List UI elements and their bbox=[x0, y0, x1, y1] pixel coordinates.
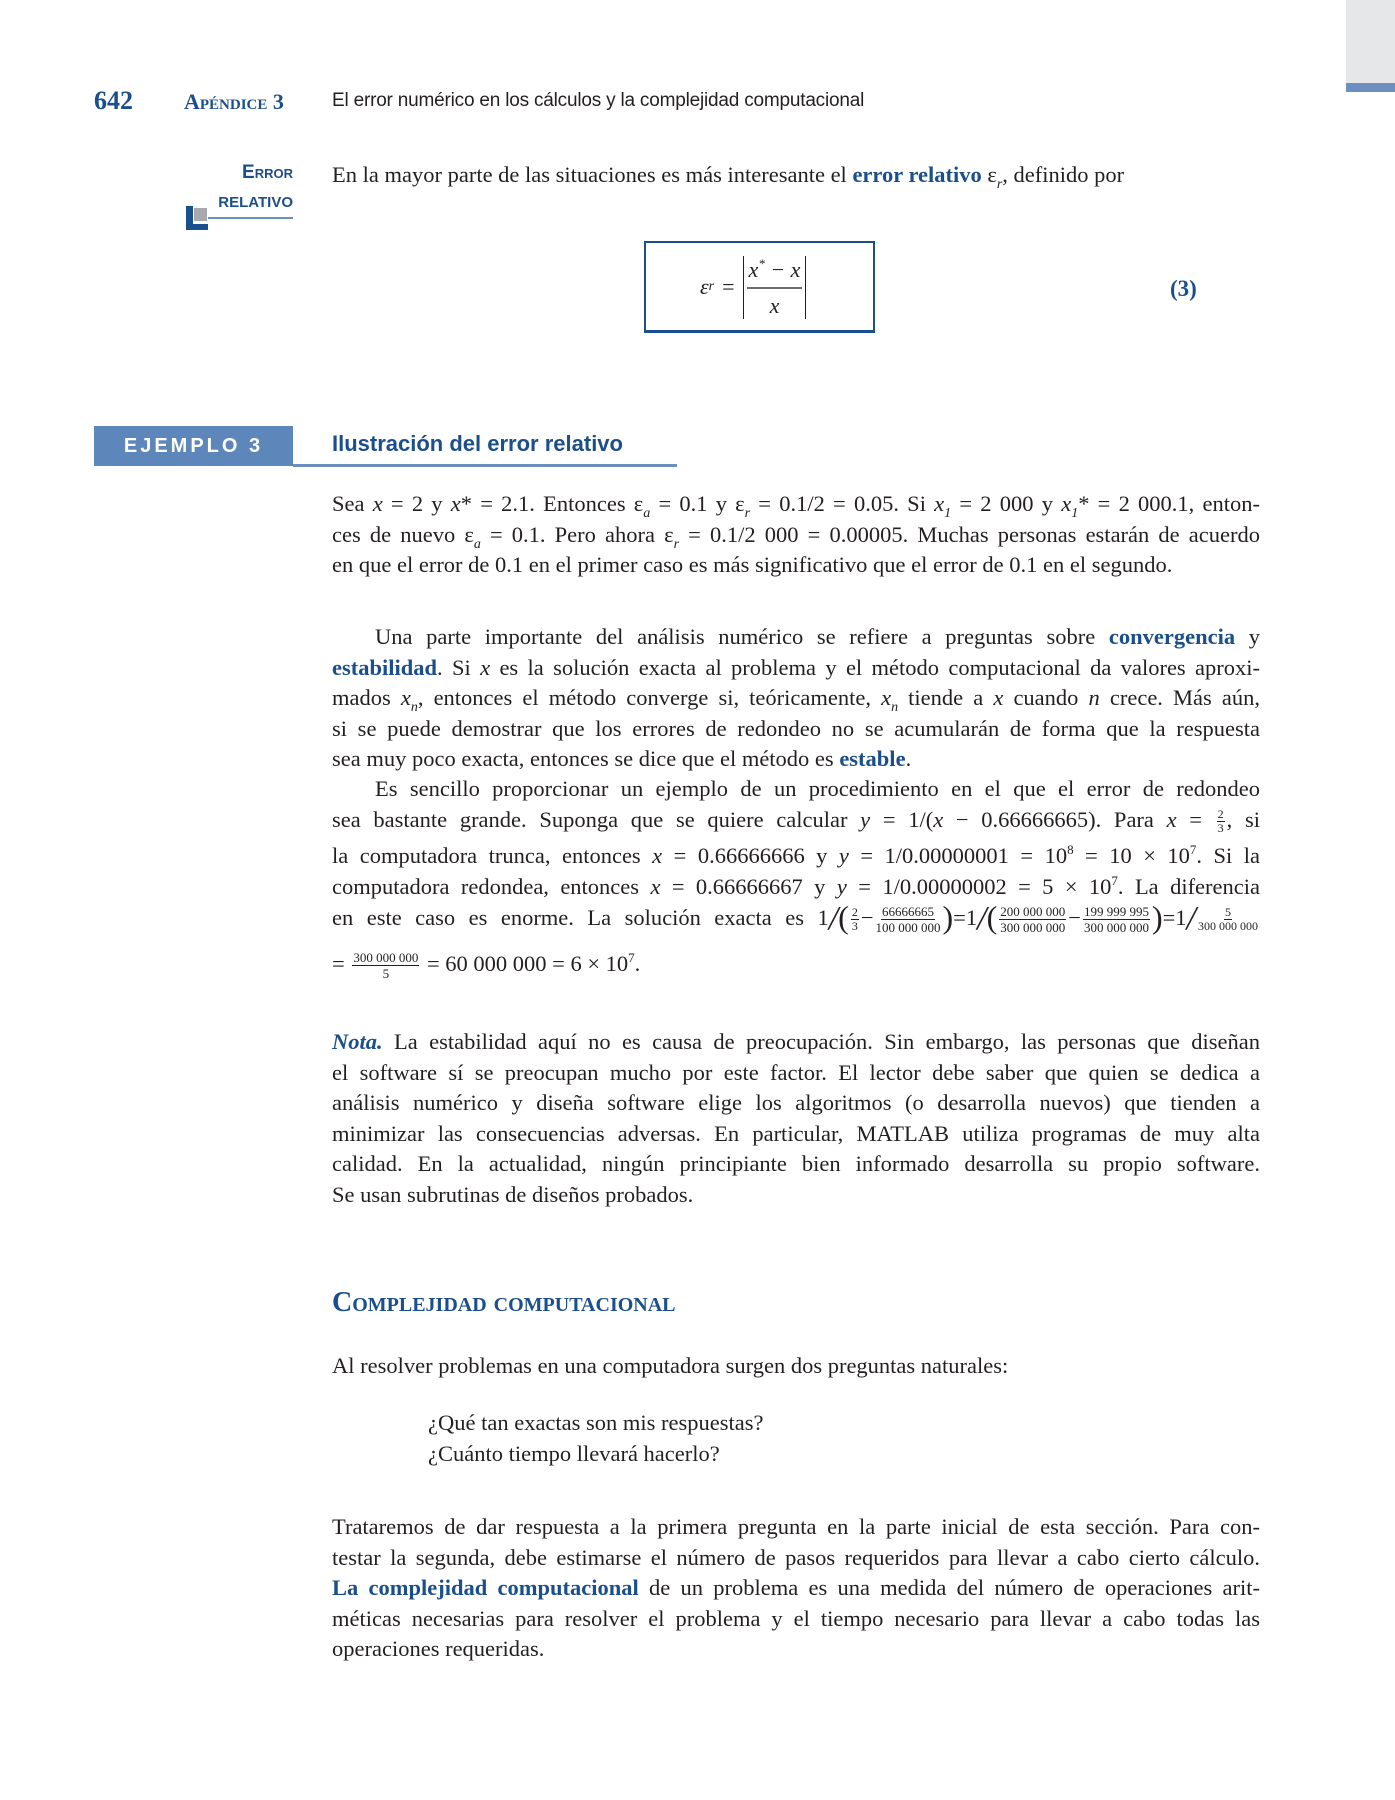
math-variable: x bbox=[934, 491, 945, 516]
superscript: 7 bbox=[628, 950, 635, 965]
convergence-paragraph bbox=[332, 622, 1260, 775]
text-run: Sea bbox=[332, 491, 373, 516]
text-line bbox=[332, 1351, 1260, 1382]
text-run: = 10 × 10 bbox=[1073, 843, 1190, 868]
text-run: de un problema es una medida del número de operaciones arit- bbox=[638, 1575, 1260, 1600]
text-run: sea bastante grande. Suponga que se quiere calcular bbox=[332, 806, 861, 832]
text-run: ε bbox=[981, 162, 997, 187]
text-run: = 60 000 000 = 6 × 10 bbox=[421, 951, 629, 976]
text-run: − bbox=[1068, 905, 1081, 930]
math-variable: x bbox=[993, 685, 1004, 710]
formula-denominator: x bbox=[769, 292, 780, 318]
text-run: = 2 y bbox=[382, 491, 451, 516]
note-paragraph bbox=[332, 1027, 1260, 1210]
text-run: testar la segunda, debe estimarse el número de pasos requeridos para llevar a cabo cierto cálculo. bbox=[332, 1544, 1260, 1570]
big-paren: ) bbox=[1151, 899, 1163, 935]
math-variable: x bbox=[652, 843, 663, 868]
key-term: La complejidad computacional bbox=[332, 1575, 639, 1600]
text-run: , definido por bbox=[1002, 162, 1125, 187]
text-run: = 0.66666666 y bbox=[662, 843, 839, 868]
fraction-numerator: 66666665 bbox=[882, 904, 935, 920]
superscript: 7 bbox=[1111, 872, 1118, 888]
fraction-denominator: 300 000 000 bbox=[1083, 920, 1149, 936]
fraction bbox=[352, 950, 419, 981]
big-paren: ) bbox=[942, 899, 954, 935]
text-line bbox=[332, 683, 1260, 714]
absolute-value bbox=[743, 256, 807, 319]
text-run: , entonces el método converge si, teóricamente, bbox=[417, 685, 882, 710]
text-run: * = 2.1. Entonces ε bbox=[460, 491, 644, 516]
appendix-label: Apéndice 3 bbox=[184, 89, 284, 114]
math-variable: x bbox=[480, 654, 491, 680]
fraction-denominator: 3 bbox=[851, 919, 858, 934]
superscript: 8 bbox=[1067, 842, 1074, 857]
subscript: r bbox=[744, 506, 751, 521]
formula-lhs: ε bbox=[700, 274, 709, 299]
fraction-denominator: 3 bbox=[1217, 820, 1224, 835]
text-run: En la mayor parte de las situaciones es más interesante el bbox=[332, 162, 853, 187]
text-line bbox=[332, 774, 1260, 805]
text-run: Es sencillo proporcionar un ejemplo de un procedimiento en el que el error de redondeo bbox=[375, 776, 1260, 801]
text-run: =1 bbox=[1162, 905, 1187, 930]
subscript: r bbox=[673, 536, 680, 552]
text-line bbox=[332, 622, 1260, 653]
text-line bbox=[332, 653, 1260, 684]
text-run: calidad. En la actualidad, ningún principiante bien informado desarrolla su propio software. bbox=[332, 1151, 1260, 1176]
fraction bbox=[1083, 904, 1150, 935]
margin-note-relativo: RELATIVO bbox=[218, 194, 293, 211]
fraction-numerator: 199 999 995 bbox=[1083, 904, 1149, 920]
formula-lhs-sub: r bbox=[708, 279, 715, 294]
text-line bbox=[332, 805, 1260, 836]
questions-list bbox=[428, 1408, 1356, 1469]
example-paragraph bbox=[332, 489, 1260, 581]
text-run: sea muy poco exacta, entonces se dice que el método es bbox=[332, 746, 840, 771]
fraction-denominator: 300 000 000 bbox=[1198, 919, 1258, 934]
text-run: = bbox=[332, 951, 351, 976]
intro-paragraph bbox=[332, 160, 1260, 191]
superscript: 7 bbox=[1189, 842, 1197, 857]
text-run: = 0.66666667 y bbox=[660, 873, 837, 899]
rounding-paragraph bbox=[332, 774, 1261, 982]
text-line bbox=[332, 835, 1260, 866]
math-variable: x bbox=[650, 873, 661, 899]
text-run: cuando bbox=[1003, 685, 1089, 710]
note-label: Nota. bbox=[332, 1029, 383, 1054]
text-run: Se usan subrutinas de diseños probados. bbox=[332, 1181, 694, 1207]
key-term: convergencia bbox=[1108, 624, 1236, 649]
big-paren: ( bbox=[986, 899, 998, 935]
text-run: tiende a bbox=[898, 685, 994, 710]
text-line bbox=[428, 1408, 1356, 1439]
text-run: =1 bbox=[953, 905, 978, 930]
division-slash: / bbox=[977, 900, 987, 937]
text-line bbox=[332, 520, 1260, 551]
text-line bbox=[332, 1119, 1260, 1150]
text-line bbox=[332, 1027, 1260, 1058]
text-run: mados bbox=[332, 685, 401, 710]
text-run: = 0.1/2 000 = 0.00005. Muchas personas estarán de acuerdo bbox=[679, 521, 1260, 547]
text-run: − 0.66666665). Para bbox=[943, 806, 1167, 832]
text-run: ¿Qué tan exactas son mis respuestas? bbox=[428, 1410, 764, 1435]
margin-square-icon bbox=[194, 208, 207, 221]
fraction-denominator: 5 bbox=[382, 966, 390, 982]
text-line bbox=[332, 714, 1260, 745]
fraction-numerator: 2 bbox=[851, 905, 858, 920]
example-rule bbox=[293, 464, 677, 467]
fraction-denominator: 100 000 000 bbox=[875, 920, 941, 936]
text-run: es la solución exacta al problema y el método computacional da valores aproxi- bbox=[490, 654, 1261, 680]
text-line bbox=[332, 896, 1260, 940]
running-title: El error numérico en los cálculos y la complejidad computacional bbox=[332, 90, 865, 111]
math-variable: y bbox=[836, 873, 847, 899]
text-line bbox=[332, 1604, 1260, 1635]
math-variable: x bbox=[933, 806, 944, 832]
formula-numerator bbox=[747, 256, 803, 289]
subscript: 1 bbox=[1071, 506, 1079, 521]
math-variable: x bbox=[881, 685, 892, 710]
text-run: * = 2 000.1, enton- bbox=[1078, 491, 1260, 516]
fraction-numerator: 5 bbox=[1225, 905, 1231, 920]
text-run: , si bbox=[1226, 806, 1260, 832]
equation-number: (3) bbox=[1170, 276, 1197, 301]
subscript: r bbox=[996, 177, 1003, 192]
text-run: . Si bbox=[437, 654, 481, 680]
text-line bbox=[332, 1088, 1260, 1119]
text-line bbox=[332, 1058, 1260, 1089]
text-run: la computadora trunca, entonces bbox=[332, 843, 653, 868]
text-line bbox=[332, 1543, 1260, 1574]
margin-note-rule bbox=[208, 217, 293, 219]
text-run: en que el error de 0.1 en el primer caso es más significativo que el error de 0.1 en el segundo. bbox=[332, 552, 1173, 577]
fraction-numerator: 2 bbox=[1217, 806, 1224, 821]
text-line bbox=[332, 1512, 1260, 1543]
text-line bbox=[332, 489, 1260, 520]
text-run: Al resolver problemas en una computadora surgen dos preguntas naturales: bbox=[332, 1353, 1009, 1378]
subscript: a bbox=[473, 536, 481, 552]
text-line bbox=[332, 866, 1260, 897]
text-run: ¿Cuánto tiempo llevará hacerlo? bbox=[428, 1440, 720, 1466]
text-run: = 2 000 y bbox=[951, 491, 1062, 516]
text-run: si se puede demostrar que los errores de redondeo no se acumularán de forma que la respuesta bbox=[332, 715, 1260, 741]
key-term: estable bbox=[839, 746, 906, 771]
math-variable: x bbox=[372, 491, 383, 516]
text-run: Una parte importante del análisis numérico se refiere a preguntas sobre bbox=[375, 624, 1109, 649]
text-line bbox=[332, 940, 1260, 982]
text-line bbox=[332, 1634, 1260, 1665]
key-term: error relativo bbox=[852, 162, 982, 187]
text-run: operaciones requeridas. bbox=[332, 1636, 545, 1661]
division-slash: / bbox=[828, 900, 839, 937]
math-variable: x bbox=[400, 685, 411, 710]
text-run: = 1/( bbox=[870, 806, 934, 832]
subscript: a bbox=[643, 506, 651, 521]
big-paren: ( bbox=[838, 899, 849, 935]
math-variable: x bbox=[450, 491, 461, 516]
thumb-tab bbox=[1346, 0, 1395, 83]
complexity-paragraph bbox=[332, 1512, 1260, 1665]
section-heading: Complejidad computacional bbox=[332, 1287, 676, 1318]
questions-intro bbox=[332, 1351, 1260, 1382]
fraction bbox=[1217, 808, 1225, 835]
math-variable: y bbox=[838, 843, 849, 868]
fraction bbox=[876, 904, 941, 935]
text-run: méticas necesarias para resolver el problema y el tiempo necesario para llevar a cabo todas las bbox=[332, 1605, 1260, 1631]
text-run: = 1/0.00000001 = 10 bbox=[848, 843, 1068, 868]
text-run: . Si la bbox=[1196, 843, 1260, 868]
fraction-denominator: 300 000 000 bbox=[1000, 920, 1066, 936]
page-number: 642 bbox=[94, 86, 133, 115]
text-run: . bbox=[905, 746, 912, 771]
subscript: n bbox=[891, 700, 899, 715]
example-title: Ilustración del error relativo bbox=[332, 431, 623, 456]
text-run: el software sí se preocupan mucho por este factor. El lector debe saber que quien se dedica a bbox=[332, 1059, 1260, 1085]
text-run: en este caso es enorme. La solución exacta es bbox=[332, 905, 818, 930]
text-line bbox=[332, 1149, 1260, 1180]
numerator-star: * bbox=[758, 255, 765, 271]
text-run: . bbox=[634, 951, 641, 976]
numerator-x: x bbox=[748, 256, 759, 282]
numerator-rest: − x bbox=[764, 256, 801, 282]
text-line bbox=[332, 1180, 1260, 1211]
text-run: y bbox=[1235, 624, 1260, 649]
text-run: Trataremos de dar respuesta a la primera pregunta en la parte inicial de esta sección. Para con- bbox=[332, 1514, 1260, 1539]
text-run: ces de nuevo ε bbox=[332, 521, 474, 547]
fraction-numerator: 300 000 000 bbox=[353, 950, 419, 966]
subscript: n bbox=[410, 700, 418, 715]
text-line bbox=[332, 1573, 1260, 1604]
text-run: = 0.1. Pero ahora ε bbox=[480, 521, 674, 547]
math-variable: x bbox=[1061, 491, 1072, 516]
text-line bbox=[332, 744, 1260, 775]
division-slash: / bbox=[1186, 900, 1196, 937]
formula-equals: = bbox=[722, 274, 735, 299]
example-label: EJEMPLO 3 bbox=[94, 426, 293, 466]
text-run: . La diferencia bbox=[1117, 873, 1261, 899]
text-run: análisis numérico y diseña software elige los algoritmos (o desarrolla nuevos) que tienden a bbox=[332, 1090, 1260, 1115]
text-run: 1 bbox=[817, 905, 829, 930]
fraction bbox=[851, 906, 859, 933]
margin-bracket-icon bbox=[186, 224, 208, 230]
thumb-tab-accent bbox=[1346, 83, 1395, 92]
subscript: 1 bbox=[944, 506, 952, 521]
text-run: computadora redondea, entonces bbox=[332, 873, 651, 899]
text-run: = bbox=[1176, 806, 1215, 832]
text-run: − bbox=[860, 905, 874, 930]
math-variable: x bbox=[1166, 806, 1177, 832]
fraction bbox=[999, 904, 1066, 935]
text-run: = 0.1 y ε bbox=[650, 491, 745, 516]
text-run: = 1/0.00000002 = 5 × 10 bbox=[846, 873, 1112, 899]
text-run: minimizar las consecuencias adversas. En particular, MATLAB utiliza programas de muy alta bbox=[332, 1120, 1260, 1146]
text-run: = 0.1/2 = 0.05. Si bbox=[750, 491, 935, 516]
math-variable: n bbox=[1088, 685, 1100, 710]
text-run: La estabilidad aquí no es causa de preocupación. Sin embargo, las personas que diseñan bbox=[382, 1029, 1260, 1054]
text-line bbox=[332, 160, 1260, 191]
fraction bbox=[1198, 906, 1258, 933]
key-term: estabilidad bbox=[332, 654, 438, 680]
fraction-numerator: 200 000 000 bbox=[1000, 904, 1066, 920]
relative-error-formula bbox=[700, 252, 806, 322]
margin-note-error: Error bbox=[242, 162, 293, 183]
text-run: crece. Más aún, bbox=[1099, 685, 1260, 710]
text-line bbox=[332, 550, 1260, 581]
math-variable: y bbox=[860, 806, 871, 832]
text-line bbox=[428, 1439, 1356, 1470]
